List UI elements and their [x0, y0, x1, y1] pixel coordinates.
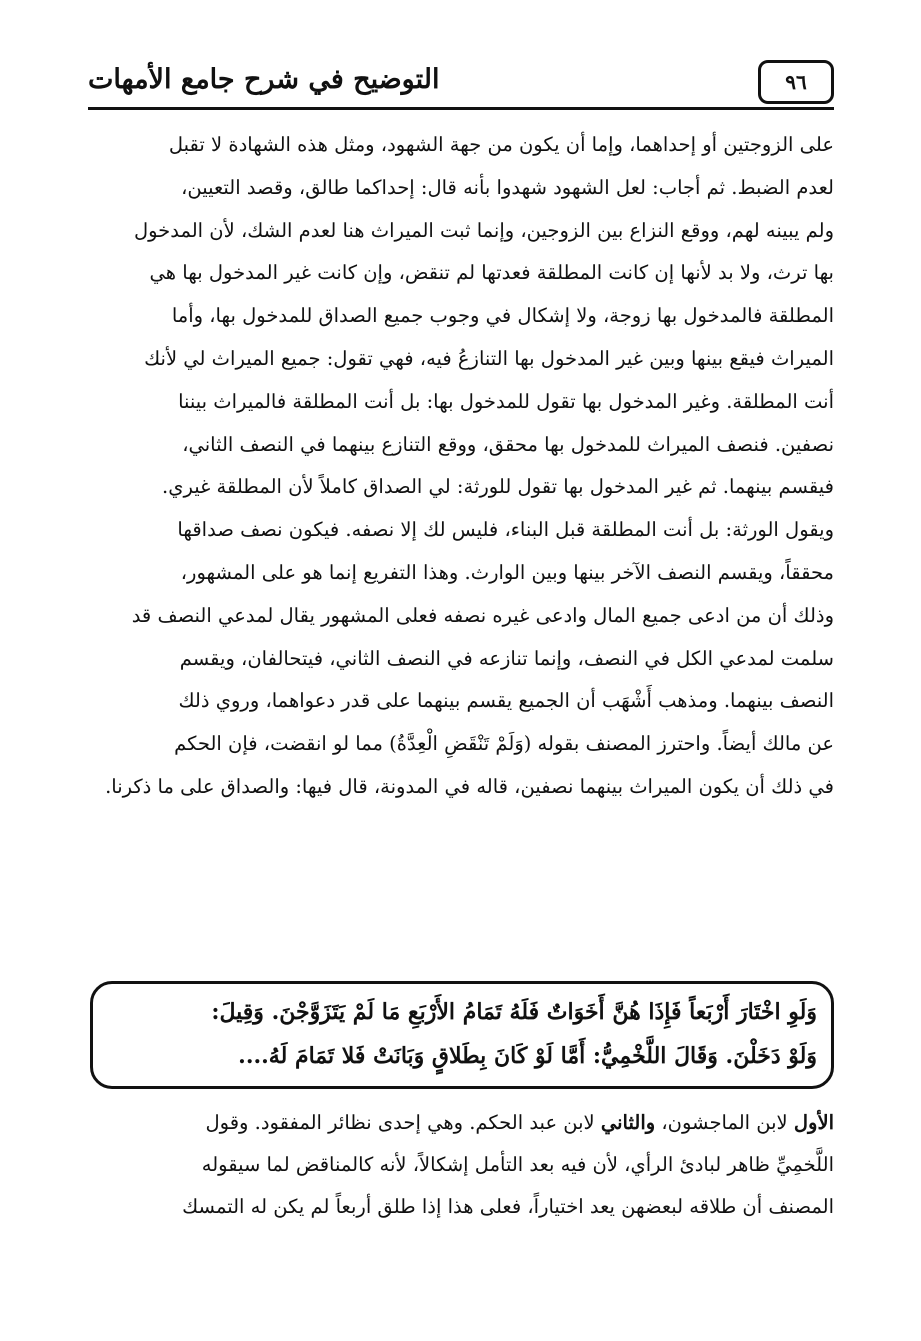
matn-line: وَلَوْ دَخَلْنَ. وَقَالَ اللَّخْمِيُّ: أَمَّا لَوْ كَانَ بِطَلاقٍ وَبَانَتْ فَلا تَمَامَ لَهُ....: [238, 1043, 817, 1069]
page-header: [88, 60, 834, 110]
text-line: الميراث فيقع بينها وبين غير المدخول بها التنازعُ فيه، فهي تقول: جميع الميراث لي لأنك: [144, 346, 834, 370]
text-line: بها ترث، ولا بد لأنها إن كانت المطلقة فعدتها لم تنقض، وإن كانت غير المدخول بها هي: [149, 261, 834, 285]
sharh-line: اللَّخمِيِّ ظاهر لبادئ الرأي، لأن فيه بعد التأمل إشكالاً، لأنه كالمناقض لما سيقوله: [201, 1153, 834, 1176]
text-line: ويقول الورثة: بل أنت المطلقة قبل البناء، فليس لك إلا نصفه. فيكون نصف صداقها: [177, 518, 834, 542]
text-line: عن مالك أيضاً. واحترز المصنف بقوله (وَلَمْ تَنْقَضِ الْعِدَّةُ) مما لو انقضت، فإن الحكم: [174, 732, 834, 756]
text-line: النصف بينهما. ومذهب أَشْهَب أن الجميع يقسم بينهما على قدر دعواهما، وروي ذلك: [178, 689, 834, 713]
text-line: وذلك أن من ادعى جميع المال وادعى غيره نصفه فعلى المشهور يقال لمدعي النصف قد: [131, 603, 834, 627]
book-title: التوضيح في شرح جامع الأمهات: [88, 64, 440, 95]
matn-box: [90, 981, 834, 1089]
sharh-bold-label: الأول: [793, 1111, 834, 1134]
text-line: على الزوجتين أو إحداهما، وإما أن يكون من جهة الشهود، ومثل هذه الشهادة لا تقبل: [168, 133, 834, 156]
sharh-text: [90, 1102, 834, 1228]
text-line: المطلقة فالمدخول بها زوجة، ولا إشكال في وجوب جميع الصداق للمدخول بها، وأما: [171, 304, 834, 328]
text-line: ولم يبينه لهم، ووقع النزاع بين الزوجين، وإنما ثبت الميراث هنا لعدم الشك، لأن المدخول: [133, 218, 834, 242]
sharh-bold-label: والثاني: [600, 1111, 656, 1134]
text-line: لعدم الضبط. ثم أجاب: لعل الشهود شهدوا بأنه قال: إحداكما طالق، وقصد التعيين،: [181, 175, 834, 199]
text-line: أنت المطلقة. وغير المدخول بها تقول للمدخول بها: بل أنت المطلقة فالميراث بيننا: [178, 389, 834, 413]
page-number: ٩٦: [785, 70, 807, 94]
sharh-segment: لابن عبد الحكم. وهي إحدى نظائر المفقود. وقول: [205, 1111, 601, 1134]
text-line: نصفين. فنصف الميراث للمدخول بها محقق، ووقع التنازع بينهما في النصف الثاني،: [182, 432, 834, 456]
sharh-segment: لابن الماجشون،: [655, 1111, 794, 1134]
header-rule: [88, 107, 834, 110]
sharh-line: المصنف أن طلاقه لبعضهن يعد اختياراً، فعلى هذا إذا طلق أربعاً لم يكن له التمسك: [182, 1195, 834, 1218]
text-line: في ذلك أن يكون الميراث بينهما نصفين، قاله في المدونة، قال فيها: والصداق على ما ذكرنا.: [105, 774, 834, 798]
text-line: محققاً، ويقسم النصف الآخر بينها وبين الوارث. وهذا التفريع إنما هو على المشهور،: [180, 560, 834, 584]
sharh-line: [90, 1102, 834, 1144]
page-number-box: [758, 60, 834, 104]
text-line: فيقسم بينهما. ثم غير المدخول بها تقول للورثة: لي الصداق كاملاً لأن المطلقة غيري.: [162, 475, 834, 499]
matn-line: وَلَوِ اخْتَارَ أَرْبَعاً فَإِذَا هُنَّ أَخَوَاتٌ فَلَهُ تَمَامُ الأَرْبَعِ مَا لَمْ يَتَزَوَّجْنَ. وَقِيلَ:: [211, 999, 817, 1025]
text-line: سلمت لمدعي الكل في النصف، وإنما تنازعه في النصف الثاني، فيتحالفان، ويقسم: [179, 646, 834, 670]
commentary-text: [90, 124, 834, 809]
